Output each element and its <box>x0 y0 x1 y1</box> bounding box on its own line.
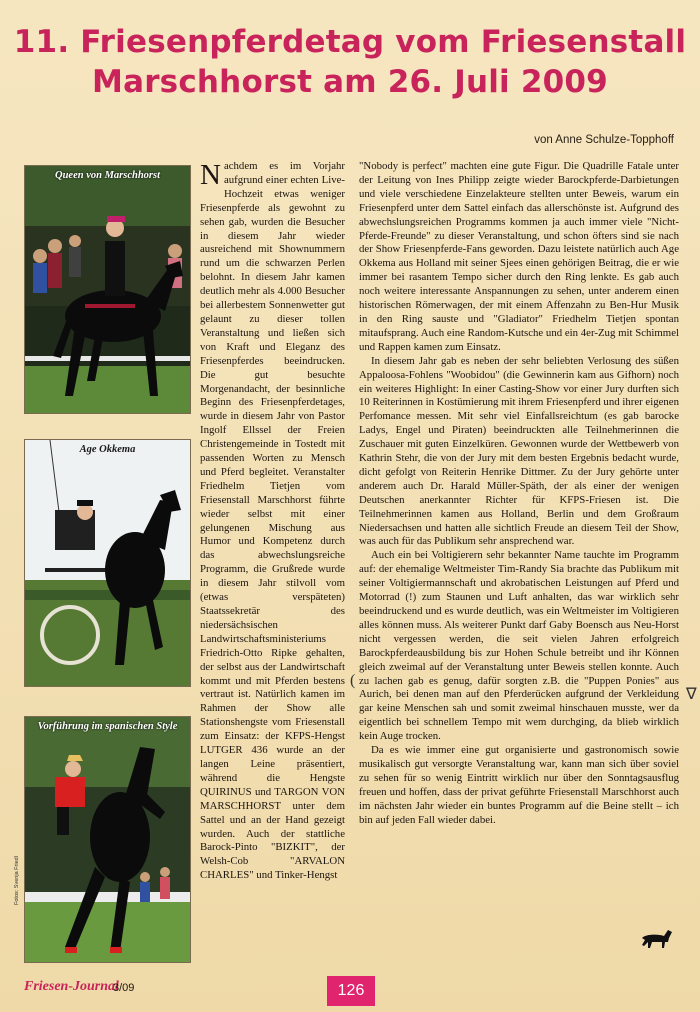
margin-mark-left: ( <box>350 672 356 689</box>
article-column-1 <box>200 160 345 883</box>
paragraph: "Nobody is perfect" machten eine gute Figur. Die Quadrille Fatale unter der Leitung von Ines Philipp zeigte wieder Barockpferde-Darbietungen und viele verschiedene Einzelakteure stellten unter Beweis, warum ein Friesenpferd unter dem Sattel einfach das allerschönste ist. Aufgrund des abwechslungsreichen Programms kommen ja auch immer viele "Nicht-Pferde-Freunde" zu dieser Veranstaltung, und schon öfters sind sie nach der Show Friesenpferde-Fans geworden. Dazu leistete natürlich auch Age Okkema aus Holland mit seiner Sjees einen gehörigen Beitrag, die er wie immer bei rasantem Tempo sicher durch den Ring lenkte. Es gab auch noch weitere interessante Anspannungen zu sehen, unter anderem einen historischen Römerwagen, der mit einem Affenzahn zu Ben-Hur Musik in den Ring sauste und "Gladiator" Friedhelm Tietjen spontan mitaufsprang. Auch eine Random-Kutsche und ein 4er-Zug mit Schimmel und Rappen kamen zum Einsatz. <box>359 160 679 353</box>
paragraph: In diesem Jahr gab es neben der sehr beliebten Verlosung des süßen Appaloosa-Fohlens "Woobidou" (die Gewinnerin kam aus Gifhorn) noch ein weiteres Highlight: In einer Casting-Show vor einer Jury durften sich 10 Reiterinnen in Kostümierung mit ihrem Friesenpferd und ihrer eigenen Perfomance messen. Mit sehr viel Einfallsreichtum (es gab barocke Ladys, Engel und Piraten) beeindruckten alle Teilnehmerinnen die Zuschauer mit guten Einzelküren. Gewonnen wurde der Wettbewerb von Kathrin Stehr, die von der Jury mit dem besten Ergebnis bedacht wurde, dicht gefolgt von Reiterin Henrike Dittmer. Zu der Jury gehörte unter anderem auch Dr. Harald Müller-Späth, der als einer der wenigen Deutschen anerkannter Richter für KFPS-Friesen ist. Die Teilnehmerinnen kamen aus Holland, Berlin und dem Großraum Niedersachsen und hatten alle sichtlich Freude an diesem Teil der Show, was auch für das Publikum sehr ansprechend war. <box>359 354 679 548</box>
photo-credit: Fotos: Svenja Friedl <box>14 856 20 905</box>
photo-age-okkema <box>24 439 191 687</box>
photo-spanish-style-caption: Vorführung im spanischen Style <box>37 721 178 732</box>
paragraph: Da es wie immer eine gut organisierte und gastronomisch sowie musikalisch gut versorgte Veranstaltung war, kann man sich über soviel zu sehen für so wenig Eintritt wirklich nur über den Sonntagsausflug freuen und hoffen, dass der privat geführte Friesenstall Marschhorst auch im nächsten Jahr wieder ein buntes Programm auf die Beine stellt – ich bin auf jeden Fall wieder dabei. <box>359 744 679 826</box>
magazine-logo: Friesen-Journal <box>24 979 119 994</box>
drop-cap: N <box>200 159 221 191</box>
photo-age-okkema-caption: Age Okkema <box>79 444 136 455</box>
page-number-badge: 126 <box>327 976 375 1006</box>
horse-end-icon <box>638 928 674 950</box>
title-line-2: Marschhorst am 26. Juli 2009 <box>92 64 608 100</box>
photo-spanish-style <box>24 716 191 963</box>
paragraph: Auch ein bei Voltigierern sehr bekannter Name tauchte im Programm auf: der ehemalige Weltmeister Tim-Randy Sia brachte das Publikum mit seiner Voltigiermannschaft und akrobatischen Leistungen auf Pferd und Motorrad (!) zum Staunen und Luft anhalten, das war wirklich sehr beeindruckend und es wurde deutlich, was ein Weltmeister im Voltigieren alles können muss. Als weiterer Punkt darf Gaby Boensch aus Neu-Horst nicht vergessen werden, die seit vielen Jahren erfolgreich Barockpferdeausbildung bis zur Hohen Schule betreibt und ihr Können gleich zweimal auf der Veranstaltung unter Beweis stellen konnte. Auch zu lachen gab es genug, dafür sorgten z.B. die "Puppen Ponies" aus Aurich, bei denen man auf den Pferderücken aufgrund der Verkleidung gar keine Menschen sah und somit zweimal hinschauen musste, wer da eigentlich bei schnellem Tempo mit wem durchging, da blieb wirklich kein Auge trocken. <box>359 549 679 743</box>
issue-number: 3/09 <box>113 982 135 994</box>
margin-mark-right: ∇ <box>686 686 697 703</box>
photo-age-okkema-image <box>25 440 190 686</box>
article-column-2 <box>359 160 679 828</box>
photo-queen-caption: Queen von Marschhorst <box>54 170 161 181</box>
photo-queen <box>24 165 191 414</box>
article-title <box>0 22 700 102</box>
column-1-text: achdem es im Vorjahr aufgrund einer echten Live-Hochzeit etwas weniger Friesenpferde als gewohnt zu sehen gab, wurden die Besucher in diesem Jahr wieder ausreichend mit Shownummern rund um die schwarzen Perlen belohnt. In diesem Jahr kamen deutlich mehr als 4.000 Besucher bei allerbestem Sonnenwetter gut gelaunt zu dieser tollen Veranstaltung und ließen sich von Kraft und Eleganz des Friesenpferdes beeindrucken. Die gut besuchte Morgenandacht, der besinnliche Beginn des Friesenpferdetages, wurde in diesem Jahr von Pastor Ingolf Ellssel der Freien Christengemeinde in Tostedt mit passenden Worten zu Mensch und Pferd begleitet. Veranstalter Friedhelm Tietjen vom Friesenstall Marschhorst führte wieder selbst mit einer gelungenen Mischung aus Humor und Kompetenz durch das abwechslungsreiche Programm, die Grußrede wurde in diesem Jahr stilvoll vom (etwas verspäteten) Staatssekretär des niedersächsischen Landwirtschaftsministeriums Friedrich-Otto Ripke gehalten, der selbst aus der Landwirtschaft kommt und mit Pferden bestens vertraut ist. Natürlich kamen im Rahmen der Show alle Stationshengste vom Friesenstall zum Einsatz: der KFPS-Hengst LUTGER 436 wurde an der langen Leine präsentiert, während die Hengste QUIRINUS und TARGON VON MARSCHHORST unter dem Sattel und an der Hand gezeigt wurden. Auch der stattliche Barock-Pinto "BIZKIT", der Welsh-Cob "ARVALON CHARLES" und Tinker-Hengst <box>200 160 345 882</box>
photo-queen-image <box>25 166 190 413</box>
photo-spanish-style-image <box>25 717 190 962</box>
byline: von Anne Schulze-Topphoff <box>534 134 674 146</box>
title-line-1: 11. Friesenpferdetag vom Friesenstall <box>13 24 687 60</box>
